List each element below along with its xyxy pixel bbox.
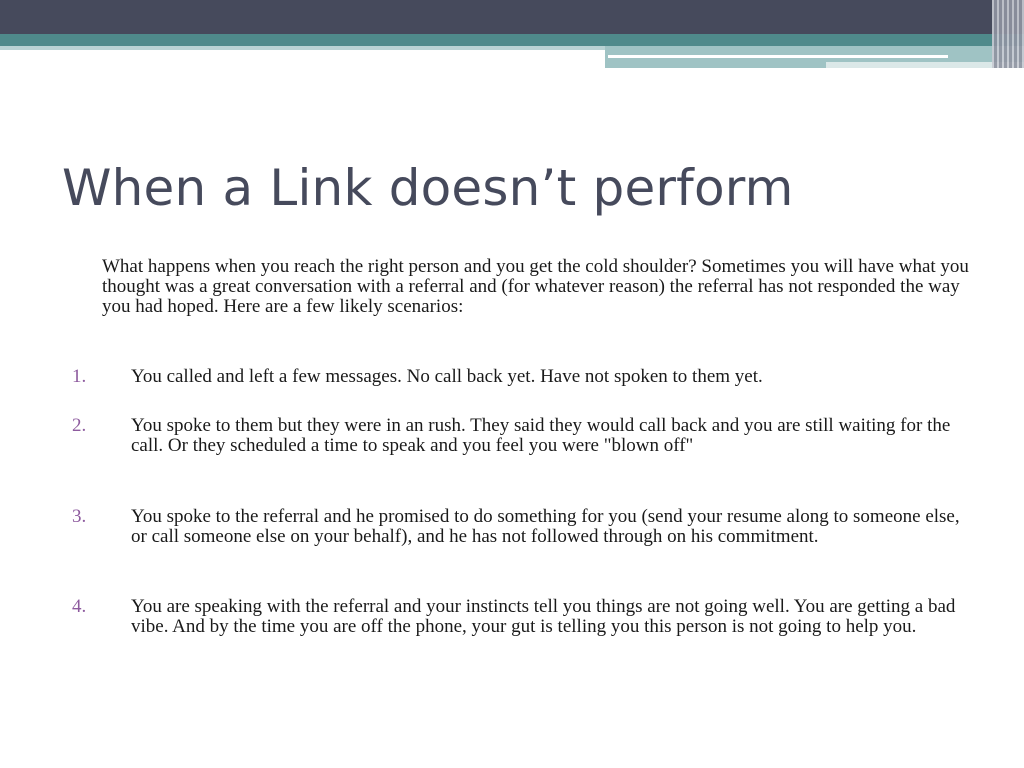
list-item-number: 3. bbox=[72, 506, 87, 527]
list-item-number: 1. bbox=[72, 366, 87, 387]
header-right-white-line bbox=[608, 55, 948, 58]
list-item-text: You spoke to them but they were in an rush. They said they would call back and you are still waiting for the call. Or they scheduled a time to speak and you feel you were "blown off" bbox=[131, 415, 951, 456]
list-item-number: 2. bbox=[72, 415, 87, 436]
header-dark-band bbox=[0, 0, 1024, 34]
list-item-number: 4. bbox=[72, 596, 87, 617]
slide-title: When a Link doesn’t perform bbox=[62, 159, 794, 217]
header-teal-band bbox=[0, 34, 1024, 46]
list-item-text: You spoke to the referral and he promised to do something for you (send your resume along to someone else, or call someone else on your behalf), and he has not followed through on his commitment. bbox=[131, 506, 960, 547]
list-item-text: You are speaking with the referral and your instincts tell you things are not going well. You are getting a bad vibe. And by the time you are off the phone, your gut is telling you this person is not going to help you. bbox=[131, 596, 956, 637]
header-light-band bbox=[0, 46, 605, 50]
header-vertical-lines bbox=[992, 0, 1024, 68]
intro-paragraph: What happens when you reach the right person and you get the cold shoulder? Sometimes you will have what you thought was a great conversation with a referral and (for whatever reason) the referral has not responded the way you had hoped. Here are a few likely scenarios: bbox=[102, 256, 969, 317]
list-item-text: You called and left a few messages. No call back yet. Have not spoken to them yet. bbox=[131, 366, 763, 387]
